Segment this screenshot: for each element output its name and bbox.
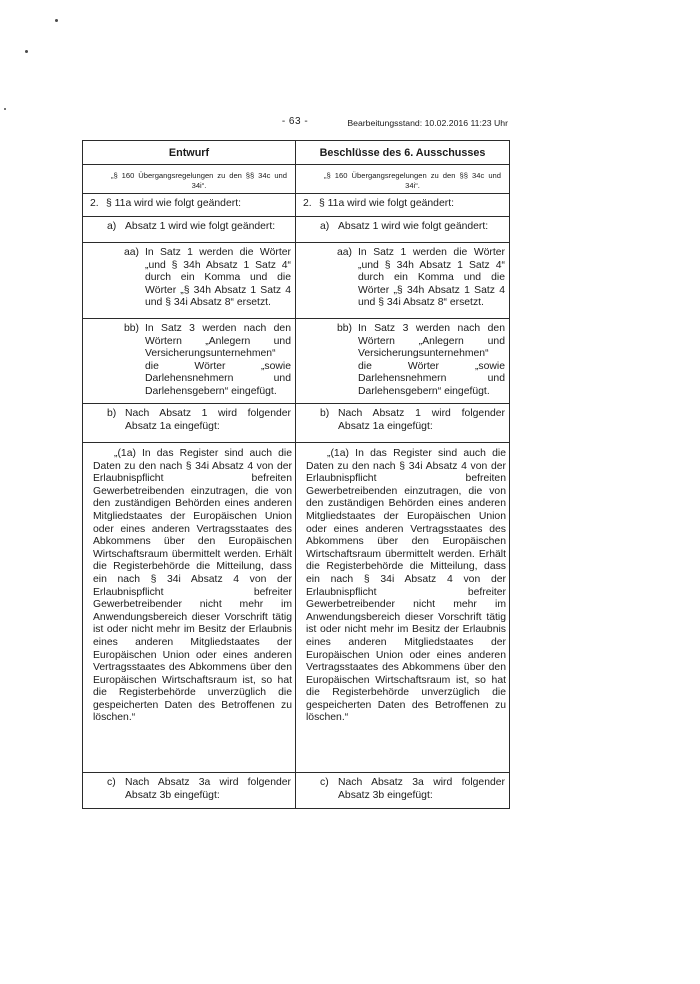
section-160-heading: „§ 160 Übergangsregelungen zu den §§ 34c und 34i“. bbox=[324, 171, 501, 190]
cell-entwurf bbox=[83, 404, 296, 442]
quoted-paragraph-1a: „(1a) In das Register sind auch die Daten zu den nach § 34i Absatz 4 von der Erlaubnispflicht befreiten Gewerbetreibenden einzutragen, die von den zuständigen Behörden eines anderen Mitgliedstaates der Europäischen Union oder eines anderen Vertragsstaates des Abkommens über den Europäischen Wirtschaftsraum übermittelt werden. Erhält die Registerbehörde die Mitteilung, dass ein nach § 34i Absatz 4 von der Erlaubnispflicht befreiter Gewerbetreibender nicht mehr im Anwendungsbereich dieser Vorschrift tätig ist oder nicht mehr im Besitz der Erlaubnis eines anderen Mitgliedstaates der Europäischen Union oder eines anderen Vertragsstaates des Abkommens über den Europäischen Wirtschaftsraum ist, so hat die Registerbehörde unverzüglich die gespeicherten Daten des Betroffenen zu löschen.“ bbox=[93, 448, 292, 724]
scan-speck bbox=[25, 50, 28, 53]
cell-entwurf bbox=[83, 319, 296, 403]
list-item bbox=[83, 221, 295, 234]
cell-beschluss bbox=[296, 165, 509, 193]
comparison-table bbox=[82, 140, 510, 809]
item-text: § 11a wird wie folgt geändert: bbox=[106, 198, 241, 209]
column-header-beschluesse: Beschlüsse des 6. Ausschusses bbox=[319, 147, 486, 159]
scan-speck bbox=[4, 108, 6, 110]
cell-beschluss bbox=[296, 243, 509, 318]
list-item bbox=[296, 198, 509, 211]
item-marker: c) bbox=[320, 777, 329, 788]
cell-beschluss bbox=[296, 217, 509, 242]
table-header-row bbox=[83, 141, 509, 164]
list-item bbox=[83, 408, 295, 433]
item-text: In Satz 3 werden nach den Wörtern „Anlegern und Versicherungsunternehmen“ die Wörter „sowie Darlehensnehmern und Darlehensgebern“ eingefügt. bbox=[358, 323, 505, 397]
cell-beschluss bbox=[296, 443, 509, 772]
item-text: In Satz 1 werden die Wörter „und § 34h Absatz 1 Satz 4“ durch ein Komma und die Wörter „§ 34h Absatz 1 Satz 4 und § 34i Absatz 8“ ersetzt. bbox=[358, 247, 505, 309]
table-row-item-aa bbox=[83, 242, 509, 318]
edit-status-label: Bearbeitungsstand: 10.02.2016 11:23 Uhr bbox=[347, 118, 508, 128]
cell-beschluss bbox=[296, 773, 509, 808]
table-row-item-2 bbox=[83, 193, 509, 216]
item-marker: 2. bbox=[90, 198, 99, 209]
item-text: Absatz 1 wird wie folgt geändert: bbox=[338, 221, 489, 232]
list-item bbox=[296, 323, 509, 399]
section-160-heading: „§ 160 Übergangsregelungen zu den §§ 34c und 34i“. bbox=[111, 171, 287, 190]
item-text: § 11a wird wie folgt geändert: bbox=[319, 198, 454, 209]
table-row-paragraph-1a bbox=[83, 442, 509, 772]
table-row-item-b bbox=[83, 403, 509, 442]
item-text: Nach Absatz 3a wird folgender Absatz 3b eingefügt: bbox=[338, 777, 505, 801]
cell-entwurf bbox=[83, 243, 296, 318]
cell-beschluss bbox=[296, 319, 509, 403]
page-number: - 63 - bbox=[281, 116, 309, 127]
item-marker: 2. bbox=[303, 198, 312, 209]
cell-entwurf bbox=[83, 217, 296, 242]
list-item bbox=[296, 777, 509, 802]
cell-beschluss bbox=[296, 404, 509, 442]
item-marker: a) bbox=[320, 221, 330, 232]
item-text: In Satz 1 werden die Wörter „und § 34h Absatz 1 Satz 4“ durch ein Komma und die Wörter „§ 34h Absatz 1 Satz 4 und § 34i Absatz 8“ ersetzt. bbox=[145, 247, 291, 309]
item-marker: a) bbox=[107, 221, 117, 232]
page-header bbox=[82, 117, 508, 131]
cell-entwurf bbox=[83, 194, 296, 216]
list-item bbox=[296, 247, 509, 310]
table-row-section-160 bbox=[83, 164, 509, 193]
table-row-item-a bbox=[83, 216, 509, 242]
quoted-paragraph-1a: „(1a) In das Register sind auch die Daten zu den nach § 34i Absatz 4 von der Erlaubnispflicht befreiten Gewerbetreibenden einzutragen, die von den zuständigen Behörden eines anderen Mitgliedstaates der Europäischen Union oder eines anderen Vertragsstaates des Abkommens über den Europäischen Wirtschaftsraum übermittelt werden. Erhält die Registerbehörde die Mitteilung, dass ein nach § 34i Absatz 4 von der Erlaubnispflicht befreiter Gewerbetreibender nicht mehr im Anwendungsbereich dieser Vorschrift tätig ist oder nicht mehr im Besitz der Erlaubnis eines anderen Mitgliedstaates der Europäischen Union oder eines anderen Vertragsstaates des Abkommens über den Europäischen Wirtschaftsraum ist, so hat die Registerbehörde unverzüglich die gespeicherten Daten des Betroffenen zu löschen.“ bbox=[306, 448, 506, 724]
item-marker: b) bbox=[107, 408, 117, 419]
column-header-entwurf: Entwurf bbox=[83, 141, 296, 164]
list-item bbox=[296, 221, 509, 234]
item-marker: bb) bbox=[124, 323, 140, 334]
list-item bbox=[83, 323, 295, 399]
item-marker: aa) bbox=[124, 247, 140, 258]
table-row-item-bb bbox=[83, 318, 509, 403]
item-marker: b) bbox=[320, 408, 330, 419]
item-marker: aa) bbox=[337, 247, 353, 258]
list-item bbox=[83, 777, 295, 802]
list-item bbox=[296, 408, 509, 433]
list-item bbox=[83, 247, 295, 310]
item-text: Nach Absatz 1 wird folgender Absatz 1a eingefügt: bbox=[338, 408, 505, 432]
item-marker: c) bbox=[107, 777, 116, 788]
cell-entwurf bbox=[83, 165, 296, 193]
scan-speck bbox=[55, 19, 58, 22]
item-text: Absatz 1 wird wie folgt geändert: bbox=[125, 221, 276, 232]
list-item bbox=[83, 198, 295, 211]
item-text: In Satz 3 werden nach den Wörtern „Anlegern und Versicherungsunternehmen“ die Wörter „sowie Darlehensnehmern und Darlehensgebern“ eingefügt. bbox=[145, 323, 291, 397]
cell-entwurf bbox=[83, 443, 296, 772]
table-row-item-c bbox=[83, 772, 509, 808]
item-text: Nach Absatz 3a wird folgender Absatz 3b eingefügt: bbox=[125, 777, 291, 801]
item-text: Nach Absatz 1 wird folgender Absatz 1a eingefügt: bbox=[125, 408, 291, 432]
item-marker: bb) bbox=[337, 323, 353, 334]
cell-entwurf bbox=[83, 773, 296, 808]
cell-beschluss bbox=[296, 194, 509, 216]
